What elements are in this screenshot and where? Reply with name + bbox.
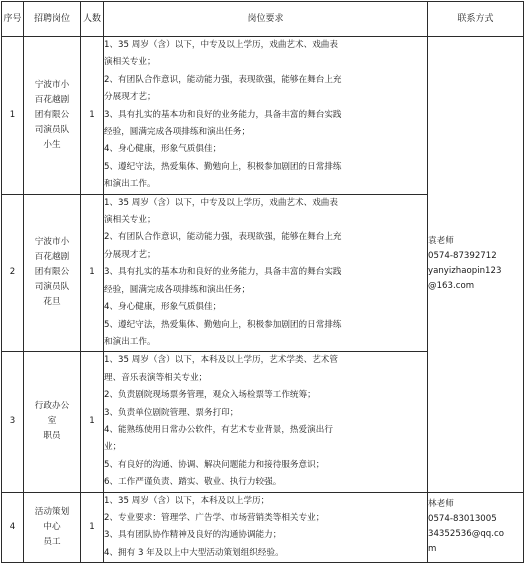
requirement-line: 和演出工作。 (104, 179, 156, 190)
requirement-line: 演相关专业； (104, 215, 156, 226)
requirement-line: 5、有良好的沟通、协调、解决问题能力和接待服务意识； (104, 459, 325, 470)
row-position (24, 352, 81, 492)
contact-email: 34352536@qq.co (428, 529, 504, 540)
requirement-line: 3、具有团队协作精神及良好的沟通协调能力； (104, 530, 282, 541)
requirement-line: 分展现才艺； (104, 92, 156, 103)
requirement-line: 4、身心健康，形象气质俱佳； (104, 144, 222, 155)
requirement-line: 2、负责剧院现场票务管理，观众入场检票等工作统筹； (104, 390, 316, 401)
row-position (24, 194, 81, 352)
requirement-line: 4、身心健康，形象气质俱佳； (104, 302, 222, 313)
requirement-line: 1、35 周岁（含）以下，中专及以上学历，戏曲艺术、戏曲表 (104, 197, 338, 208)
requirement-line: 2、有团队合作意识，能动能力强，表现欲强，能够在舞台上充 (104, 232, 342, 243)
contact-phone: 0574-87392712 (428, 251, 497, 262)
row-count: 1 (81, 194, 104, 352)
requirement-line: 和演出工作。 (104, 336, 156, 347)
contact-cell (428, 37, 524, 493)
recruitment-table (1, 1, 524, 563)
requirement-line: 2、专业要求：管理学、广告学、市场营销类等相关专业； (104, 512, 325, 523)
header-position: 招聘岗位 (24, 2, 81, 37)
row-count: 1 (81, 37, 104, 195)
position-line: 宁波市小 (34, 79, 70, 90)
position-line: 百花越剧 (34, 94, 70, 105)
position-line: 百花越剧 (34, 252, 70, 263)
header-contact: 联系方式 (428, 2, 524, 37)
requirement-line: 4、能熟练使用日常办公软件，有艺术专业背景，热爱演出行 (104, 424, 333, 435)
position-line: 小生 (43, 139, 61, 150)
position-line: 司演员队 (34, 124, 70, 135)
position-line: 员工 (43, 536, 61, 547)
contact-name: 林老师 (428, 499, 454, 510)
table-row (2, 492, 524, 563)
row-count: 1 (81, 352, 104, 492)
header-requirements: 岗位要求 (104, 2, 428, 37)
row-seq: 4 (2, 492, 24, 563)
table-row (2, 37, 524, 195)
requirement-line: 5、遵纪守法，热爱集体、勤勉向上，积极参加剧团的日常排练 (104, 161, 342, 172)
position-line: 宁波市小 (34, 237, 70, 248)
requirement-line: 3、具有扎实的基本功和良好的业务能力，具备丰富的舞台实践 (104, 267, 342, 278)
table-header-row (2, 2, 524, 37)
position-line: 花旦 (43, 297, 61, 308)
position-line: 中心 (43, 521, 61, 532)
row-requirements (104, 37, 428, 195)
header-seq: 序号 (2, 2, 24, 37)
requirement-line: 1、35 周岁（含）以下，本科及以上学历，艺术学类、艺术管 (104, 355, 338, 366)
requirement-line: 4、拥有 3 年及以上中大型活动策划组织经验。 (104, 547, 284, 558)
requirement-line: 5、遵纪守法，热爱集体、勤勉向上，积极参加剧团的日常排练 (104, 319, 342, 330)
requirement-line: 业； (104, 442, 122, 453)
row-position (24, 37, 81, 195)
requirement-line: 3、负责单位剧院管理、票务打印； (104, 407, 239, 418)
position-line: 室 (47, 416, 57, 427)
contact-name: 袁老师 (428, 236, 454, 247)
requirement-line: 经验，圆满完成各项排练和演出任务； (104, 284, 251, 295)
header-count: 人数 (81, 2, 104, 37)
requirement-line: 演相关专业； (104, 57, 156, 68)
requirement-line: 2、有团队合作意识，能动能力强，表现欲强，能够在舞台上充 (104, 74, 342, 85)
contact-email: yanyizhaopin123 (428, 266, 502, 277)
position-line: 职员 (43, 431, 61, 442)
position-line: 团有限公 (34, 109, 70, 120)
row-requirements (104, 352, 428, 492)
requirement-line: 分展现才艺； (104, 249, 156, 260)
contact-email: m (428, 544, 437, 555)
contact-phone: 0574-83013005 (428, 514, 497, 525)
requirement-line: 3、具有扎实的基本功和良好的业务能力，具备丰富的舞台实践 (104, 109, 342, 120)
requirement-line: 6、工作严谨负责、踏实、敬业、执行力较强。 (104, 477, 282, 488)
contact-cell (428, 492, 524, 563)
requirement-line: 1、35 周岁（含）以下，中专及以上学历，戏曲艺术、戏曲表 (104, 40, 338, 50)
position-line: 司演员队 (34, 282, 70, 293)
requirement-line: 理、音乐表演等相关专业； (104, 372, 208, 383)
row-seq: 2 (2, 194, 24, 352)
position-line: 行政办公 (34, 401, 70, 412)
position-line: 团有限公 (34, 267, 70, 278)
row-seq: 1 (2, 37, 24, 195)
row-position (24, 492, 81, 563)
row-seq: 3 (2, 352, 24, 492)
position-line: 活动策划 (34, 506, 70, 517)
row-count: 1 (81, 492, 104, 563)
row-requirements (104, 492, 428, 563)
row-requirements (104, 194, 428, 352)
requirement-line: 经验，圆满完成各项排练和演出任务； (104, 127, 251, 138)
requirement-line: 1、35 周岁（含）以下，本科及以上学历； (104, 495, 270, 506)
contact-email: @163.com (428, 281, 475, 292)
